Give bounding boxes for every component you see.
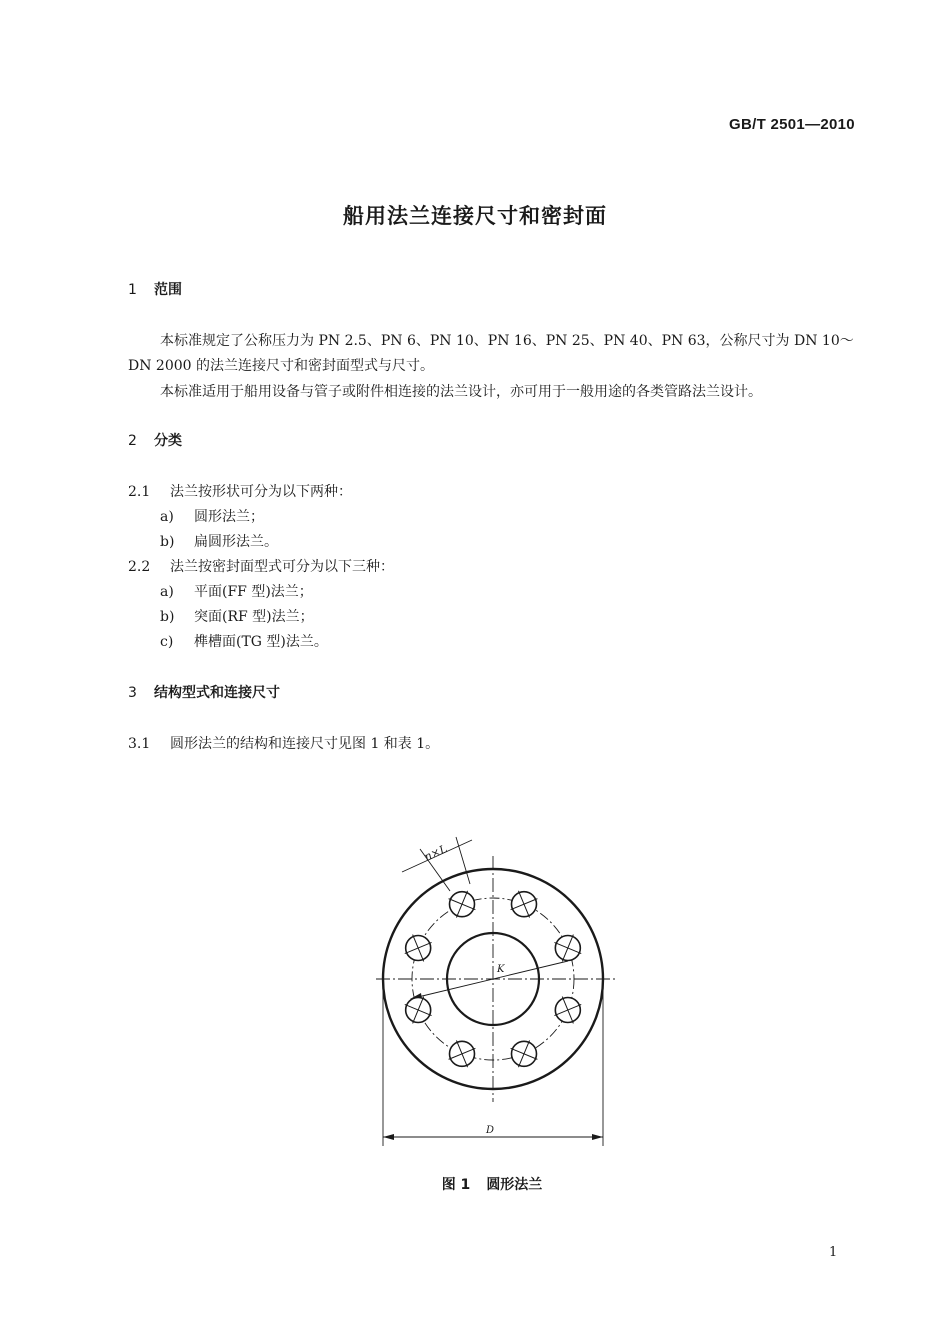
subsection-number: 2.2 — [128, 559, 151, 575]
section-title: 分类 — [154, 433, 182, 449]
document-title: 船用法兰连接尺寸和密封面 — [343, 204, 607, 228]
standard-number: GB/T 2501—2010 — [729, 116, 855, 133]
list-marker: b) — [160, 534, 175, 550]
nxl-label: n×L — [422, 842, 450, 864]
list-marker: c) — [160, 634, 174, 650]
subsection-number: 2.1 — [128, 484, 151, 500]
section-number: 1 — [128, 282, 137, 298]
bolt-hole — [554, 997, 581, 1024]
section-3-heading — [128, 682, 280, 702]
subsection-text: 圆形法兰的结构和连接尺寸见图 1 和表 1。 — [170, 736, 440, 752]
bolt-hole — [449, 891, 476, 918]
subsection-number: 3.1 — [128, 736, 151, 752]
section-title: 结构型式和连接尺寸 — [154, 685, 280, 701]
subsection-2-1 — [128, 481, 352, 501]
section-1-heading — [128, 279, 182, 299]
list-item — [160, 631, 328, 651]
paragraph: 本标准适用于船用设备与管子或附件相连接的法兰设计，亦可用于一般用途的各类管路法兰设计。 — [160, 384, 762, 400]
d-label: D — [486, 1125, 495, 1136]
bolt-hole — [554, 935, 581, 962]
subsection-text: 法兰按形状可分为以下两种： — [170, 484, 352, 500]
paragraph-continuation: DN 2000 的法兰连接尺寸和密封面型式与尺寸。 — [128, 358, 435, 374]
subsection-text: 法兰按密封面型式可分为以下三种： — [170, 559, 394, 575]
bolt-hole — [405, 935, 432, 962]
section-number: 2 — [128, 433, 137, 449]
paragraph: 本标准规定了公称压力为 PN 2.5、PN 6、PN 10、PN 16、PN 25、PN 40、PN 63，公称尺寸为 DN 10～ — [160, 333, 854, 349]
list-marker: b) — [160, 609, 175, 625]
bolt-hole — [511, 891, 538, 918]
list-item — [160, 581, 313, 601]
figure-number: 图 1 — [441, 1177, 471, 1193]
list-text: 突面(RF 型)法兰； — [194, 609, 314, 625]
round-flange-drawing — [376, 834, 616, 1154]
list-text: 榫槽面(TG 型)法兰。 — [194, 634, 328, 650]
list-item — [160, 531, 278, 551]
figure-caption — [0, 1174, 950, 1194]
list-text: 圆形法兰； — [194, 509, 264, 525]
subsection-3-1 — [128, 733, 439, 753]
page-number: 1 — [829, 1245, 838, 1260]
subsection-2-2 — [128, 556, 394, 576]
bolt-hole — [405, 997, 432, 1024]
bolt-hole — [449, 1040, 476, 1067]
section-title: 范围 — [154, 282, 182, 298]
list-item — [160, 606, 314, 626]
list-marker: a) — [160, 509, 174, 525]
list-text: 平面(FF 型)法兰； — [194, 584, 313, 600]
section-number: 3 — [128, 685, 137, 701]
section-2-heading — [128, 430, 182, 450]
list-text: 扁圆形法兰。 — [194, 534, 278, 550]
bolt-hole — [511, 1040, 538, 1067]
list-marker: a) — [160, 584, 174, 600]
list-item — [160, 506, 264, 526]
k-label: K — [497, 964, 505, 975]
figure-title: 圆形法兰 — [486, 1177, 543, 1193]
